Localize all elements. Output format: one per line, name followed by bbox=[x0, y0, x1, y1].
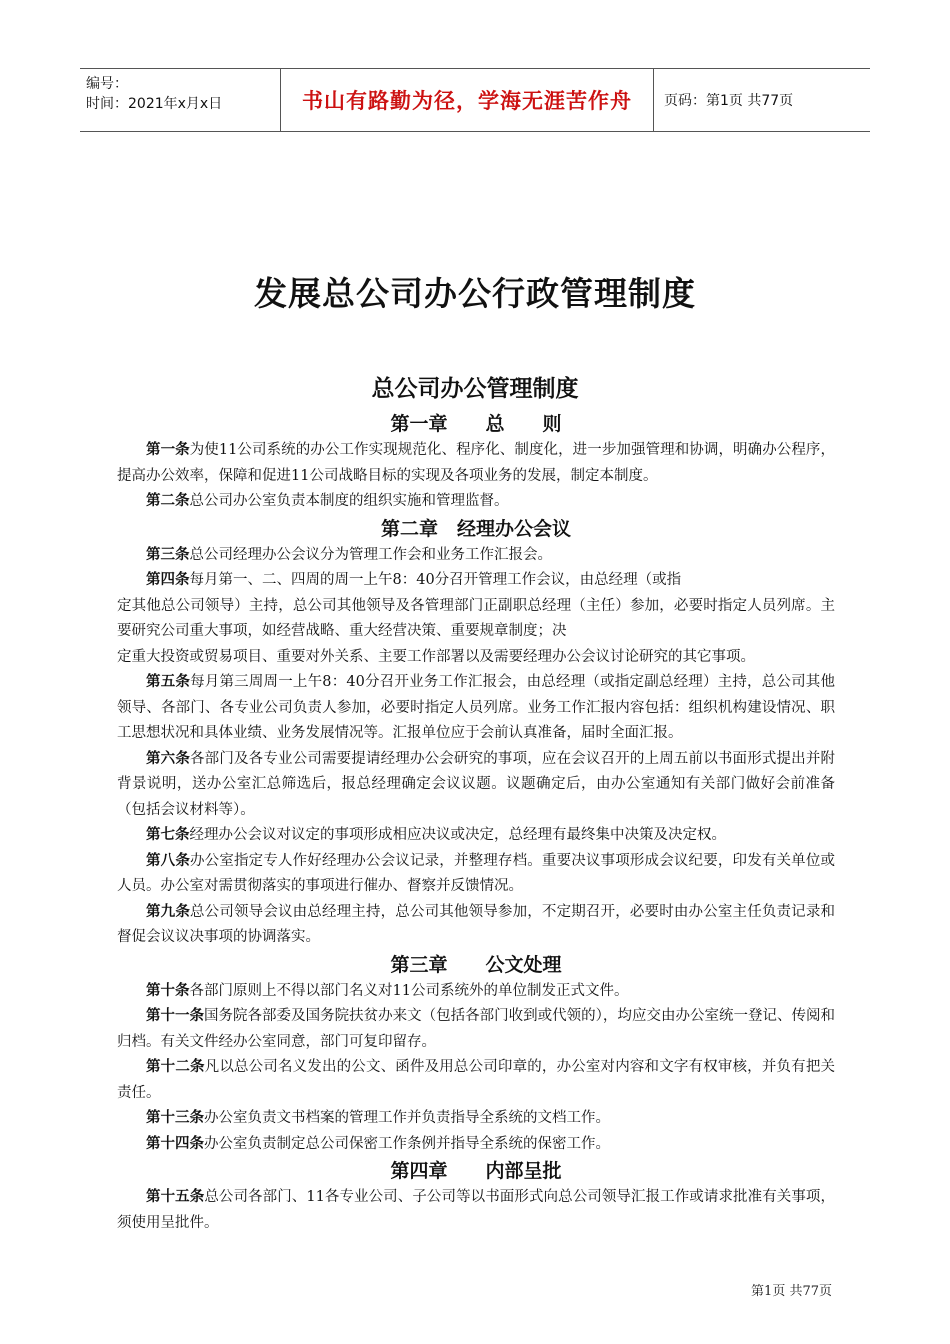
article-paragraph bbox=[117, 489, 835, 515]
article-text: 凡以总公司名义发出的公文、函件及用总公司印章的，办公室对内容和文字有权审核，并负有把关责任。 bbox=[117, 1059, 836, 1101]
article-text: 每月第一、二、四周的周一上午8：40分召开管理工作会议，由总经理（或指 bbox=[189, 572, 682, 588]
page-footer: 第1页 共77页 bbox=[751, 1284, 832, 1299]
header-page-info: 页码：第1页 共77页 bbox=[664, 93, 794, 109]
chapter-heading: 第一章 总 则 bbox=[390, 413, 562, 435]
article-text: 每月第三周周一上午8：40分召开业务工作汇报会，由总经理（或指定副总经理）主持，总公司其他领导、各部门、各专业公司负责人参加，必要时指定人员列席。业务工作汇报内容包括：组织机构建设情况、职工思想状况和具体业绩、业务发展情况等。汇报单位应于会前认真准备，届时全面汇报。 bbox=[117, 674, 835, 741]
document-subtitle: 总公司办公管理制度 bbox=[371, 376, 579, 402]
chapter-heading: 第三章 公文处理 bbox=[390, 953, 562, 976]
article-paragraph bbox=[117, 823, 835, 849]
article-paragraph bbox=[117, 1132, 835, 1158]
article-paragraph bbox=[117, 1055, 835, 1106]
article-label: 第十二条 bbox=[146, 1059, 205, 1075]
article-paragraph bbox=[117, 849, 835, 900]
article-paragraph bbox=[117, 1004, 835, 1055]
article-text: 各部门原则上不得以部门名义对11公司系统外的单位制发正式文件。 bbox=[189, 982, 629, 999]
document-time-label: 时间：2021年x月x日 bbox=[86, 96, 223, 112]
article-label: 第二条 bbox=[146, 493, 190, 509]
article-paragraph bbox=[117, 670, 835, 747]
article-paragraph bbox=[117, 438, 835, 489]
article-label: 第十三条 bbox=[146, 1110, 204, 1126]
article-label: 第十一条 bbox=[146, 1008, 205, 1024]
document-title: 发展总公司办公行政管理制度 bbox=[254, 274, 696, 313]
article-label: 第十四条 bbox=[146, 1135, 204, 1152]
article-text: 国务院各部委及国务院扶贫办来文（包括各部门收到或代领的），均应交由办公室统一登记、传阅和归档。有关文件经办公室同意，部门可复印留存。 bbox=[117, 1008, 836, 1050]
article-text: 总公司领导会议由总经理主持，总公司其他领导参加，不定期召开，必要时由办公室主任负责记录和督促会议议决事项的协调落实。 bbox=[117, 903, 836, 945]
document-body bbox=[117, 410, 835, 1236]
article-text: 办公室指定专人作好经理办公会议记录，并整理存档。重要决议事项形成会议纪要，印发有关单位或人员。办公室对需贯彻落实的事项进行催办、督察并反馈情况。 bbox=[117, 852, 836, 894]
article-continuation: 定其他总公司领导）主持，总公司其他领导及各管理部门正副职总经理（主任）参加，必要时指定人员列席。主要研究公司重大事项，如经营战略、重大经营决策、重要规章制度；决 bbox=[117, 597, 835, 639]
article-text: 办公室负责制定总公司保密工作条例并指导全系统的保密工作。 bbox=[204, 1135, 610, 1152]
article-paragraph bbox=[117, 900, 835, 951]
article-continuation: 定重大投资或贸易项目、重要对外关系、主要工作部署以及需要经理办公会议讨论研究的其它事项。 bbox=[117, 648, 755, 665]
article-text: 经理办公会议对议定的事项形成相应决议或决定，总经理有最终集中决策及决定权。 bbox=[189, 827, 726, 843]
article-paragraph bbox=[117, 979, 835, 1005]
article-paragraph bbox=[117, 1185, 835, 1236]
article-paragraph bbox=[117, 543, 835, 569]
article-paragraph bbox=[117, 568, 835, 594]
header-meta bbox=[80, 69, 280, 131]
article-label: 第九条 bbox=[146, 903, 190, 920]
article-text: 各部门及各专业公司需要提请经理办公会研究的事项，应在会议召开的上周五前以书面形式提出并附背景说明，送办公室汇总筛选后，报总经理确定会议议题。议题确定后，由办公室通知有关部门做好会前准备（包括会议材料等）。 bbox=[117, 750, 836, 818]
chapter-heading: 第四章 内部呈批 bbox=[390, 1160, 562, 1182]
document-number-label: 编号： bbox=[86, 76, 128, 92]
article-paragraph bbox=[117, 747, 835, 824]
article-paragraph bbox=[117, 1106, 835, 1132]
article-label: 第四条 bbox=[146, 572, 190, 588]
article-text: 总公司办公室负责本制度的组织实施和管理监督。 bbox=[189, 493, 509, 509]
header-motto: 书山有路勤为径，学海无涯苦作舟 bbox=[280, 69, 654, 131]
article-text: 总公司各部门、11各专业公司、子公司等以书面形式向总公司领导汇报工作或请求批准有关事项，须使用呈批件。 bbox=[117, 1189, 835, 1231]
article-label: 第十条 bbox=[146, 982, 190, 999]
article-label: 第一条 bbox=[146, 442, 190, 458]
article-label: 第十五条 bbox=[146, 1189, 205, 1205]
article-label: 第五条 bbox=[146, 674, 191, 690]
document-header bbox=[80, 68, 870, 132]
article-text: 办公室负责文书档案的管理工作并负责指导全系统的文档工作。 bbox=[204, 1110, 610, 1126]
article-text: 总公司经理办公会议分为管理工作会和业务工作汇报会。 bbox=[189, 546, 552, 563]
article-text: 为使11公司系统的办公工作实现规范化、程序化、制度化，进一步加强管理和协调，明确办公程序，提高办公效率，保障和促进11公司战略目标的实现及各项业务的发展，制定本制度。 bbox=[117, 442, 835, 484]
chapter-heading: 第二章 经理办公会议 bbox=[380, 517, 571, 540]
article-label: 第六条 bbox=[146, 750, 190, 767]
article-label: 第七条 bbox=[146, 827, 190, 843]
article-label: 第八条 bbox=[146, 852, 190, 869]
article-label: 第三条 bbox=[146, 546, 190, 563]
